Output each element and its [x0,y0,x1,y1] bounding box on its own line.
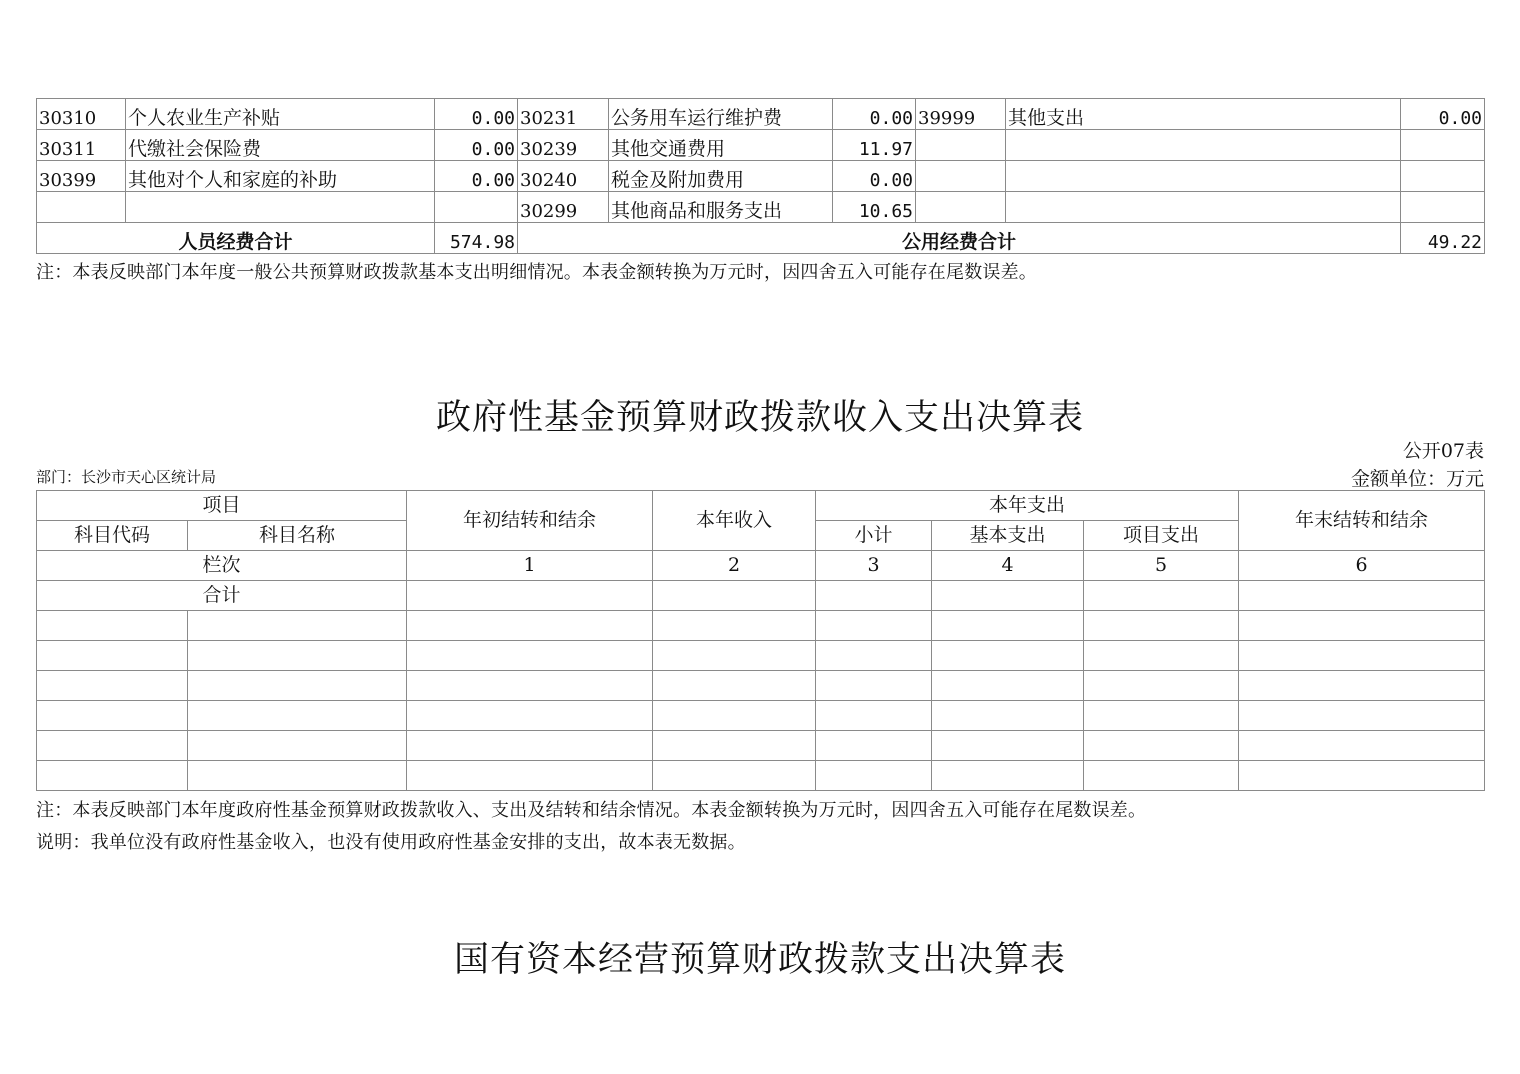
table-row [37,99,1485,130]
subject-name-cell [1006,130,1401,161]
table-cell [1084,701,1239,731]
table-row [37,192,1485,223]
subject-code-cell: 30231 [518,99,609,130]
table-row [37,671,1485,701]
amount-cell: 0.00 [833,161,916,192]
header-item: 项目 [37,491,407,521]
amount-cell: 10.65 [833,192,916,223]
header-row-1 [37,491,1485,521]
table-cell [932,731,1084,761]
amount-cell: 0.00 [833,99,916,130]
column-number: 3 [816,551,932,581]
table-row [37,611,1485,641]
subject-name-cell [126,192,435,223]
table-cell [188,761,407,791]
subject-name-cell: 公务用车运行维护费 [609,99,833,130]
subject-code-cell: 30239 [518,130,609,161]
total-row-label: 合计 [37,581,407,611]
table-cell [816,731,932,761]
subject-name-cell [1006,192,1401,223]
table-cell [188,671,407,701]
table-cell [1239,701,1485,731]
amount-cell: 0.00 [435,161,518,192]
table-row [37,641,1485,671]
table-cell [188,641,407,671]
public-total-label: 公用经费合计 [518,223,1401,254]
column-number: 6 [1239,551,1485,581]
table-cell [932,611,1084,641]
table-cell [1239,611,1485,641]
table-cell [653,731,816,761]
table-cell [1239,671,1485,701]
table-cell [37,611,188,641]
subject-name-cell: 其他商品和服务支出 [609,192,833,223]
total-row [37,581,1485,611]
header-name: 科目名称 [188,521,407,551]
column-number: 4 [932,551,1084,581]
table-cell [407,641,653,671]
table-cell [37,731,188,761]
table-cell [816,701,932,731]
subject-name-cell: 其他对个人和家庭的补助 [126,161,435,192]
note-fund: 注：本表反映部门本年度政府性基金预算财政拨款收入、支出及结转和结余情况。本表金额转换为万元时，因四舍五入可能存在尾数误差。 [36,800,1147,821]
subject-name-cell [1006,161,1401,192]
basic-expense-detail-table [36,98,1485,254]
subject-code-cell: 39999 [916,99,1006,130]
column-number-row [37,551,1485,581]
table-cell [932,701,1084,731]
header-end-balance: 年末结转和结余 [1239,491,1485,551]
table-cell [1084,761,1239,791]
table-cell [816,611,932,641]
subject-name-cell: 代缴社会保险费 [126,130,435,161]
header-project: 项目支出 [1084,521,1239,551]
table-cell [1239,641,1485,671]
subject-code-cell [37,192,126,223]
table-cell [653,611,816,641]
subject-name-cell: 个人农业生产补贴 [126,99,435,130]
table-cell [932,581,1084,611]
table-cell [407,761,653,791]
subject-code-cell: 30310 [37,99,126,130]
table-cell [653,671,816,701]
amount-cell: 11.97 [833,130,916,161]
personnel-total-value: 574.98 [435,223,518,254]
table-cell [407,701,653,731]
header-begin-balance: 年初结转和结余 [407,491,653,551]
table-cell [653,581,816,611]
table-cell [1084,611,1239,641]
table-cell [932,761,1084,791]
note-basic-expense: 注：本表反映部门本年度一般公共预算财政拨款基本支出明细情况。本表金额转换为万元时，因四舍五入可能存在尾数误差。 [36,262,1037,283]
amount-cell [1401,161,1485,192]
subject-code-cell [916,161,1006,192]
subject-code-cell [916,130,1006,161]
amount-cell [435,192,518,223]
table-cell [37,671,188,701]
header-code: 科目代码 [37,521,188,551]
fund-table-title: 政府性基金预算财政拨款收入支出决算表 [435,398,1084,438]
header-subtotal: 小计 [816,521,932,551]
subject-code-cell: 30399 [37,161,126,192]
table-row [37,130,1485,161]
column-number: 1 [407,551,653,581]
table-cell [1084,671,1239,701]
table-cell [1084,731,1239,761]
column-number: 2 [653,551,816,581]
table-cell [37,761,188,791]
next-table-title: 国有资本经营预算财政拨款支出决算表 [453,940,1066,980]
totals-row [37,223,1485,254]
amount-cell: 0.00 [435,99,518,130]
subject-code-cell: 30240 [518,161,609,192]
column-number: 5 [1084,551,1239,581]
subject-code-cell: 30299 [518,192,609,223]
table-cell [188,611,407,641]
table-code: 公开07表 [1402,440,1484,462]
table-row [37,761,1485,791]
subject-code-cell [916,192,1006,223]
table-cell [932,671,1084,701]
table-cell [816,671,932,701]
table-cell [1084,581,1239,611]
table-cell [1084,641,1239,671]
table-row [37,161,1485,192]
table-cell [1239,731,1485,761]
subject-code-cell: 30311 [37,130,126,161]
table-row [37,731,1485,761]
table-cell [407,671,653,701]
table-cell [407,581,653,611]
public-total-value: 49.22 [1401,223,1485,254]
department-label: 部门：长沙市天心区统计局 [36,468,217,486]
header-income: 本年收入 [653,491,816,551]
table-cell [188,701,407,731]
table-cell [188,731,407,761]
table-cell [653,641,816,671]
table-cell [407,611,653,641]
table-cell [37,701,188,731]
subject-name-cell: 其他交通费用 [609,130,833,161]
table-row [37,701,1485,731]
table-cell [816,761,932,791]
header-basic: 基本支出 [932,521,1084,551]
header-expense: 本年支出 [816,491,1239,521]
table-cell [407,731,653,761]
table-cell [1239,761,1485,791]
table-cell [653,761,816,791]
table-cell [37,641,188,671]
unit-label: 金额单位：万元 [1350,468,1484,490]
table-cell [653,701,816,731]
amount-cell [1401,130,1485,161]
amount-cell: 0.00 [435,130,518,161]
explanation-fund: 说明：我单位没有政府性基金收入，也没有使用政府性基金安排的支出，故本表无数据。 [36,832,746,853]
personnel-total-label: 人员经费合计 [37,223,435,254]
table-cell [816,581,932,611]
subject-name-cell: 其他支出 [1006,99,1401,130]
subject-name-cell: 税金及附加费用 [609,161,833,192]
table-cell [816,641,932,671]
column-row-label: 栏次 [37,551,407,581]
table-cell [932,641,1084,671]
table-cell [1239,581,1485,611]
amount-cell [1401,192,1485,223]
amount-cell: 0.00 [1401,99,1485,130]
government-fund-table [36,490,1485,791]
